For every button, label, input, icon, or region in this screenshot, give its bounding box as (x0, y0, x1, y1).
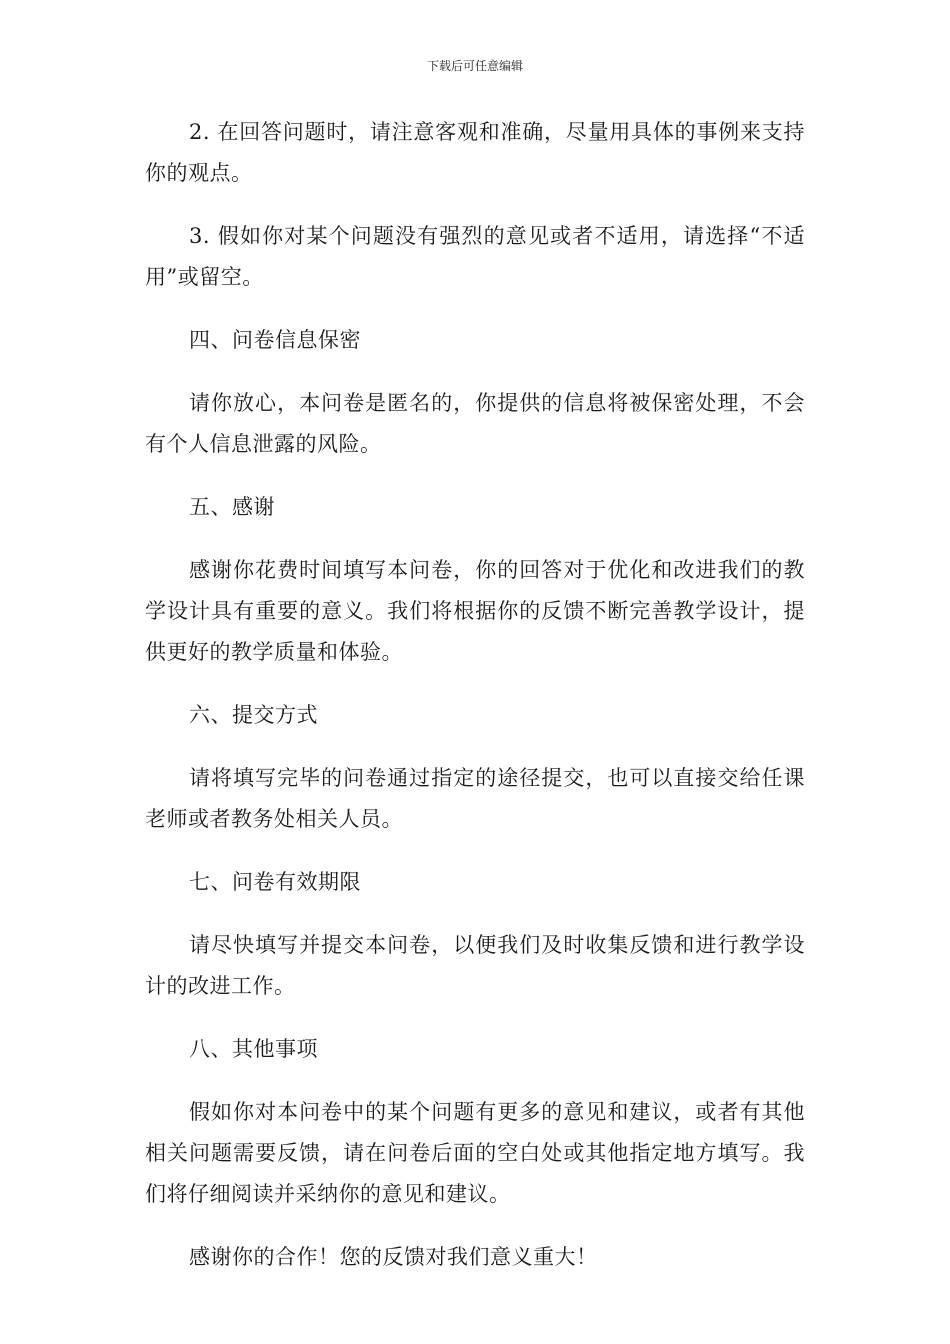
paragraph-other-matters: 假如你对本问卷中的某个问题有更多的意见和建议，或者有其他相关问题需要反馈，请在问卷后面的空白处或其他指定地方填写。我们将仔细阅读并采纳你的意见和建议。 (145, 1100, 805, 1206)
paragraph-submission: 请将填写完毕的问卷通过指定的途径提交，也可以直接交给任课老师或者教务处相关人员。 (145, 766, 805, 831)
paragraph-item-3: 3. 假如你对某个问题没有强烈的意见或者不适用，请选择“不适用”或留空。 (145, 224, 805, 289)
section-heading-8: 八、其他事项 (189, 1037, 318, 1061)
paragraph-confidentiality: 请你放心，本问卷是匿名的，你提供的信息将被保密处理，不会有个人信息泄露的风险。 (145, 391, 805, 456)
document-body (145, 112, 805, 1300)
section-heading-7: 七、问卷有效期限 (189, 870, 361, 894)
paragraph-closing: 感谢你的合作！您的反馈对我们意义重大！ (189, 1245, 598, 1269)
page-header: 下载后可任意编辑 (426, 59, 523, 73)
paragraph-thanks: 感谢你花费时间填写本问卷，你的回答对于优化和改进我们的教学设计具有重要的意义。我们将根据你的反馈不断完善教学设计，提供更好的教学质量和体验。 (145, 558, 805, 664)
paragraph-validity: 请尽快填写并提交本问卷，以便我们及时收集反馈和进行教学设计的改进工作。 (145, 933, 805, 998)
section-heading-5: 五、感谢 (189, 495, 275, 519)
paragraph-item-2: 2. 在回答问题时，请注意客观和准确，尽量用具体的事例来支持你的观点。 (145, 120, 805, 185)
section-heading-6: 六、提交方式 (189, 703, 318, 727)
section-heading-4: 四、问卷信息保密 (189, 328, 361, 352)
